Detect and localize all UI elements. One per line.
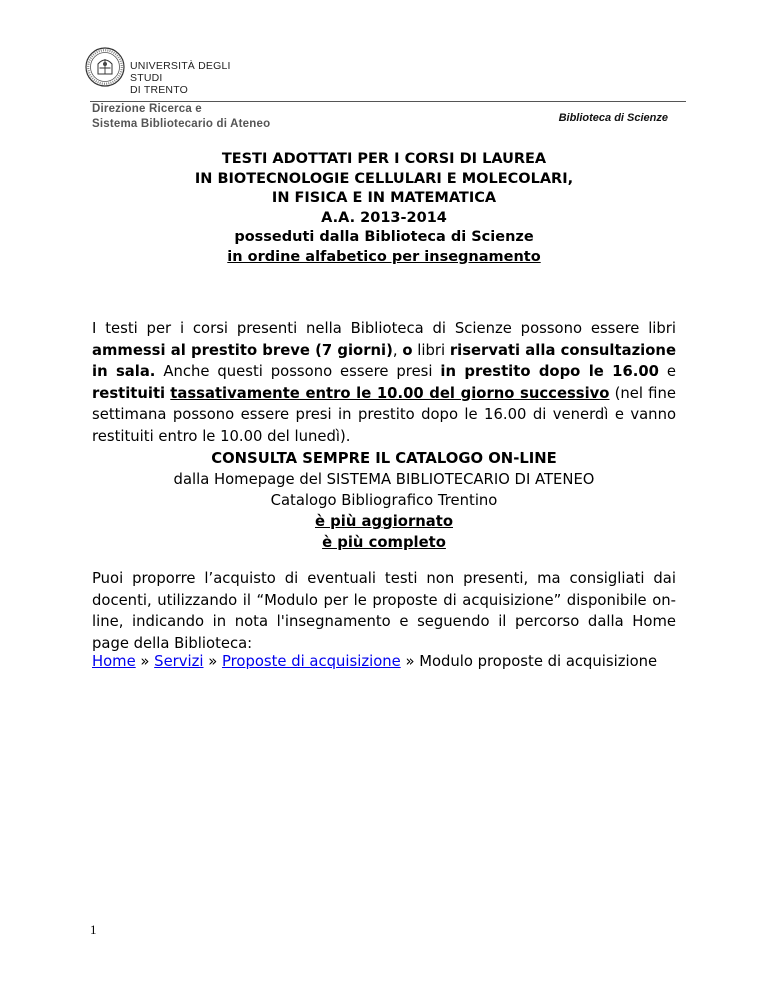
- loan-info-paragraph: [92, 318, 676, 447]
- text-run: Anche questi possono essere presi: [155, 363, 441, 380]
- title-line-2: IN BIOTECNOLOGIE CELLULARI E MOLECOLARI,: [194, 170, 574, 187]
- bold-run: restituiti: [92, 384, 166, 402]
- breadcrumb: [92, 651, 657, 672]
- catalog-line-4: è più aggiornato: [315, 513, 453, 530]
- acquisition-paragraph: Puoi proporre l’acquisto di eventuali testi non presenti, ma consigliati dai docenti, utilizzando il “Modulo per le proposte di acquisizione” disponibile on-line, indicando in nota l'insegnamento e seguendo il percorso dalla Home page della Biblioteca:: [92, 570, 676, 652]
- bold-run: o: [402, 341, 413, 359]
- bold-run: riservati alla consultazione in sala.: [92, 341, 676, 380]
- department-line-1: Direzione Ricerca e: [92, 103, 202, 115]
- title-line-4: A.A. 2013-2014: [321, 209, 447, 226]
- catalog-line-3: Catalogo Bibliografico Trentino: [270, 492, 498, 509]
- department-name: [92, 102, 270, 132]
- bold-run: in prestito dopo le 16.00: [440, 363, 659, 380]
- catalog-line-5: è più completo: [322, 534, 446, 551]
- title-line-1: TESTI ADOTTATI PER I CORSI DI LAUREA: [221, 151, 547, 167]
- breadcrumb-separator: »: [203, 653, 222, 670]
- breadcrumb-home-link[interactable]: Home: [92, 653, 136, 670]
- breadcrumb-servizi-link[interactable]: Servizi: [154, 653, 204, 670]
- logo-line-1: UNIVERSITÀ DEGLI STUDI: [130, 60, 231, 84]
- catalog-heading: CONSULTA SEMPRE IL CATALOGO ON-LINE: [211, 450, 557, 467]
- catalog-line-2: dalla Homepage del SISTEMA BIBLIOTECARIO DI ATENEO: [173, 471, 595, 488]
- university-seal-icon: [84, 44, 126, 90]
- page-number: 1: [90, 922, 97, 937]
- university-name: [130, 60, 264, 96]
- logo-line-2: DI TRENTO: [130, 84, 189, 96]
- text-run: ,: [392, 341, 403, 359]
- catalog-notice: [0, 448, 768, 553]
- library-label: Biblioteca di Scienze: [558, 112, 668, 124]
- breadcrumb-separator: »: [400, 653, 420, 670]
- text-run: e: [658, 363, 676, 380]
- title-line-6: in ordine alfabetico per insegnamento: [227, 248, 541, 265]
- text-run: libri: [412, 341, 450, 359]
- bold-underlined-run: tassativamente entro le 10.00 del giorno successivo: [170, 384, 610, 402]
- breadcrumb-proposte-link[interactable]: Proposte di acquisizione: [221, 653, 401, 670]
- document-title: [0, 150, 768, 267]
- breadcrumb-current: Modulo proposte di acquisizione: [419, 653, 658, 670]
- text-run: I testi per i corsi presenti nella Biblioteca di Scienze possono essere libri: [92, 320, 676, 337]
- breadcrumb-separator: »: [135, 653, 155, 670]
- bold-run: ammessi al prestito breve (7 giorni): [92, 341, 393, 359]
- title-line-3: IN FISICA E IN MATEMATICA: [271, 190, 497, 206]
- university-logo: [84, 44, 264, 96]
- text-run: (nel fine settimana possono essere presi in prestito dopo le 16.00 di venerdì e vanno restituiti entro le 10.00 del lunedì).: [92, 384, 676, 445]
- title-line-5: posseduti dalla Biblioteca di Scienze: [234, 229, 534, 245]
- department-line-2: Sistema Bibliotecario di Ateneo: [92, 118, 271, 130]
